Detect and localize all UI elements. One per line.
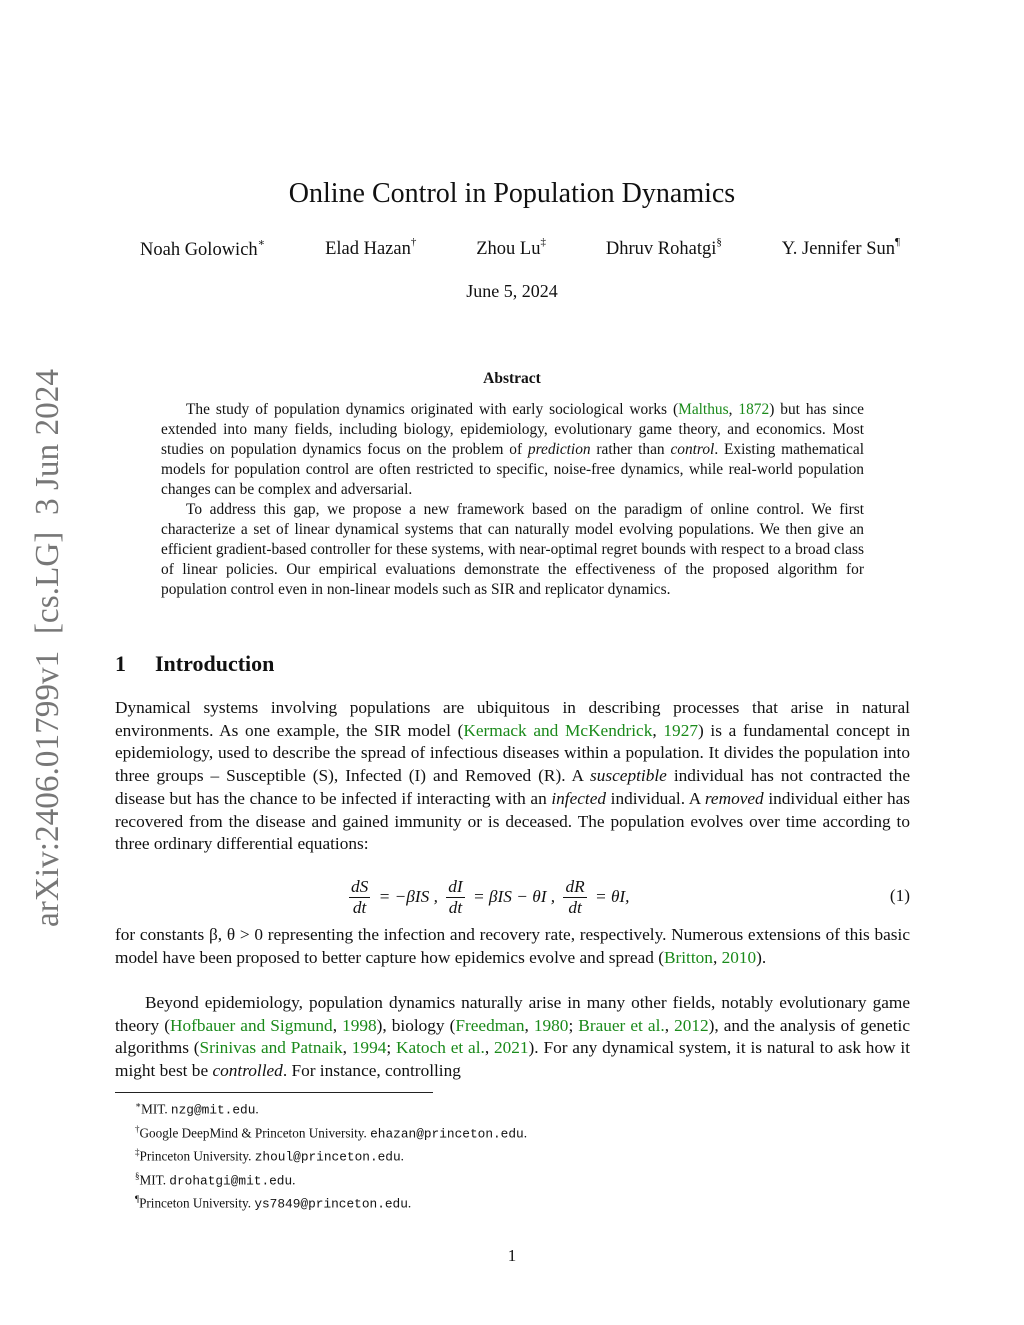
footnote [135, 1167, 527, 1191]
citation-year: 1994 [351, 1038, 387, 1058]
author-name: Y. Jennifer Sun [781, 239, 896, 260]
footnote-end: . [407, 1195, 412, 1211]
author-mark: ∗ [257, 237, 266, 249]
emphasis: controlled [212, 1061, 283, 1081]
author-name: Dhruv Rohatgi [605, 239, 717, 260]
citation-year: 1872 [738, 401, 770, 418]
citation-year: 1998 [342, 1015, 377, 1035]
paper-title: Online Control in Population Dynamics [288, 178, 736, 209]
text-run: ; [568, 1015, 579, 1035]
citation-link[interactable] [200, 1038, 387, 1057]
footnote [135, 1096, 527, 1120]
intro-paragraph [115, 992, 910, 1083]
paragraph-text [115, 992, 910, 1083]
citation-link[interactable] [396, 1038, 529, 1057]
author-mark: † [410, 236, 417, 248]
citation-separator: , [712, 947, 722, 967]
email-link[interactable]: ys7849@princeton.edu [254, 1196, 408, 1212]
footnote-end: . [292, 1172, 296, 1188]
text-run: rather than [590, 441, 671, 458]
citation-separator: , [524, 1015, 534, 1035]
footnote-text: Princeton University. [139, 1195, 255, 1211]
footnote [135, 1190, 527, 1214]
emphasis: infected [551, 788, 607, 808]
citation-year: 1927 [663, 720, 698, 740]
text-run: individual has not contracted the disease but has the chance to be infected if interacting with an [115, 766, 910, 808]
text-run: ; [386, 1038, 396, 1058]
author [782, 238, 900, 261]
text-run: ) is a fundamental concept in epidemiology, used to describe the spread of infectious diseases within a population. It divides the population into three groups – Susceptible (S), Infected (I) and Removed (R). A [115, 720, 910, 786]
numerator: dR [565, 876, 585, 896]
footnote-end: . [523, 1124, 528, 1140]
text-run: The study of population dynamics originated with early sociological works ( [186, 401, 679, 418]
intro-paragraph [115, 697, 910, 856]
citation-link[interactable] [678, 401, 769, 418]
abstract-heading: Abstract [483, 370, 541, 387]
email-link[interactable]: nzg@mit.edu [170, 1102, 256, 1118]
email-link[interactable]: zhoul@princeton.edu [254, 1149, 401, 1165]
author [476, 238, 546, 261]
text-run: ), biology ( [376, 1015, 456, 1035]
equation-term: = βIS − θI , [468, 887, 560, 906]
arxiv-sidebar-stamp [16, 365, 72, 930]
intro-paragraph [115, 924, 910, 969]
footnote-end: . [255, 1101, 259, 1117]
text-run: individual. A [606, 788, 705, 808]
text-run: for constants β, θ > 0 representing the infection and recovery rate, respectively. Numerous extensions of this basic model have been proposed to better capture how epidemics evolve and spread ( [115, 925, 910, 967]
text-run: ). [756, 947, 767, 967]
text-run: Dynamical systems involving populations are ubiquitous in describing processes that arise in natural environments. As one example, the SIR model ( [115, 698, 910, 740]
email-link[interactable]: ehazan@princeton.edu [370, 1125, 524, 1141]
emphasis: susceptible [590, 766, 667, 786]
footnote-text: Google DeepMind & Princeton University. [139, 1124, 371, 1140]
author-mark: § [716, 236, 722, 248]
abstract-paragraph: To address this gap, we propose a new framework based on the paradigm of online control. We first characterize a set of linear dynamical systems that can naturally model evolving populations. We then give an efficient gradient-based controller for these systems, with near-optimal regret bounds with respect to a broad class of linear policies. Our empirical evaluations demonstrate the effectiveness of the proposed algorithm for population control even in non-linear models such as SIR and replicator dynamics. [161, 501, 864, 598]
emphasis: control [670, 441, 715, 458]
footnote-mark: ∗ [135, 1100, 142, 1110]
citation-year: 2021 [493, 1038, 529, 1058]
paragraph-text [115, 924, 910, 969]
footnote-text: Princeton University. [139, 1148, 255, 1164]
paragraph-text [115, 697, 910, 856]
section-heading [115, 651, 274, 677]
fraction [446, 877, 464, 918]
sir-equation [115, 874, 910, 920]
citation-separator: , [342, 1038, 352, 1058]
section-number: 1 [115, 651, 126, 676]
equation-term: = θI, [590, 887, 630, 906]
denominator: dt [568, 897, 582, 917]
equation-number: (1) [889, 886, 910, 905]
author-mark: ‡ [540, 236, 546, 248]
equation-term: = −βIS , [374, 887, 443, 906]
fraction [349, 877, 370, 918]
citation-link[interactable] [578, 1016, 708, 1035]
citation-year: 1980 [533, 1015, 569, 1035]
abstract-paragraph [161, 400, 864, 500]
footnote-mark: ¶ [135, 1194, 140, 1205]
text-run: . Existing mathematical models for population control are often restricted to specific, noise-free dynamics, while real-world population changes can be complex and adversarial. [161, 441, 864, 498]
citation-link[interactable] [170, 1016, 377, 1035]
equation-body [345, 874, 630, 920]
author-name: Zhou Lu [476, 239, 541, 260]
citation-separator: , [332, 1015, 343, 1035]
citation-author: Brauer et al. [578, 1015, 665, 1035]
citation-author: Srinivas and Patnaik [199, 1038, 343, 1058]
author-name: Noah Golowich [140, 240, 258, 261]
emphasis: prediction [527, 441, 591, 458]
footnote [135, 1143, 527, 1167]
text-run: . For instance, controlling [282, 1061, 461, 1081]
section-title-text: Introduction [155, 651, 275, 676]
citation-year: 2010 [721, 947, 757, 967]
citation-author: Freedman [455, 1015, 525, 1035]
citation-author: Hofbauer and Sigmund [169, 1015, 333, 1035]
abstract-body [161, 400, 864, 600]
citation-year: 2012 [674, 1015, 709, 1035]
email-link[interactable]: drohatgi@mit.edu [169, 1173, 293, 1189]
citation-separator: , [484, 1038, 494, 1058]
citation-separator: , [728, 401, 739, 418]
citation-author: Katoch et al. [395, 1038, 485, 1058]
emphasis: removed [704, 788, 764, 808]
author-list [140, 238, 900, 261]
author [140, 238, 265, 261]
author-name: Elad Hazan [325, 239, 411, 260]
footnote-text: MIT. [141, 1101, 171, 1117]
text-run: ), and the analysis of genetic algorithms ( [115, 1015, 910, 1058]
citation-separator: , [664, 1015, 675, 1035]
citation-link[interactable] [664, 948, 756, 967]
footnote-mark: † [135, 1123, 140, 1134]
denominator: dt [352, 897, 367, 917]
citation-author: Malthus [678, 401, 729, 418]
page-number: 1 [507, 1246, 517, 1265]
text-run: ) but has since extended into many fields, including biology, epidemiology, evolutionary game theory, and economics. Most studies on population dynamics focus on the problem of [161, 401, 864, 458]
denominator: dt [448, 897, 463, 917]
footnotes [135, 1096, 527, 1214]
numerator: dS [351, 876, 369, 896]
citation-separator: , [652, 720, 664, 740]
citation-author: Kermack and McKendrick [463, 720, 653, 740]
text-run: individual either has recovered from the disease and gained immunity or is deceased. The population evolves over time according to three ordinary differential equations: [115, 788, 910, 854]
author-mark: ¶ [895, 236, 900, 248]
footnote-end: . [400, 1148, 404, 1164]
numerator: dI [448, 876, 463, 896]
author [325, 238, 416, 261]
arxiv-id-text: arXiv:2406.01799v1 [cs.LG] 3 Jun 2024 [29, 365, 66, 927]
footnote [135, 1120, 527, 1144]
publication-date: June 5, 2024 [466, 281, 558, 301]
author [606, 238, 722, 261]
text-run: Beyond epidemiology, population dynamics naturally arise in many other fields, notably evolutionary game theory ( [115, 993, 910, 1035]
text-run: ). For any dynamical system, it is natural to ask how it might best be [115, 1038, 911, 1081]
footnote-divider [115, 1092, 433, 1093]
fraction [563, 877, 586, 918]
footnote-mark: § [135, 1170, 140, 1181]
citation-link[interactable] [455, 1016, 568, 1035]
footnote-mark: ‡ [135, 1147, 140, 1158]
footnote-text: MIT. [139, 1172, 170, 1188]
citation-author: Britton [663, 947, 713, 967]
citation-link[interactable] [463, 721, 698, 740]
